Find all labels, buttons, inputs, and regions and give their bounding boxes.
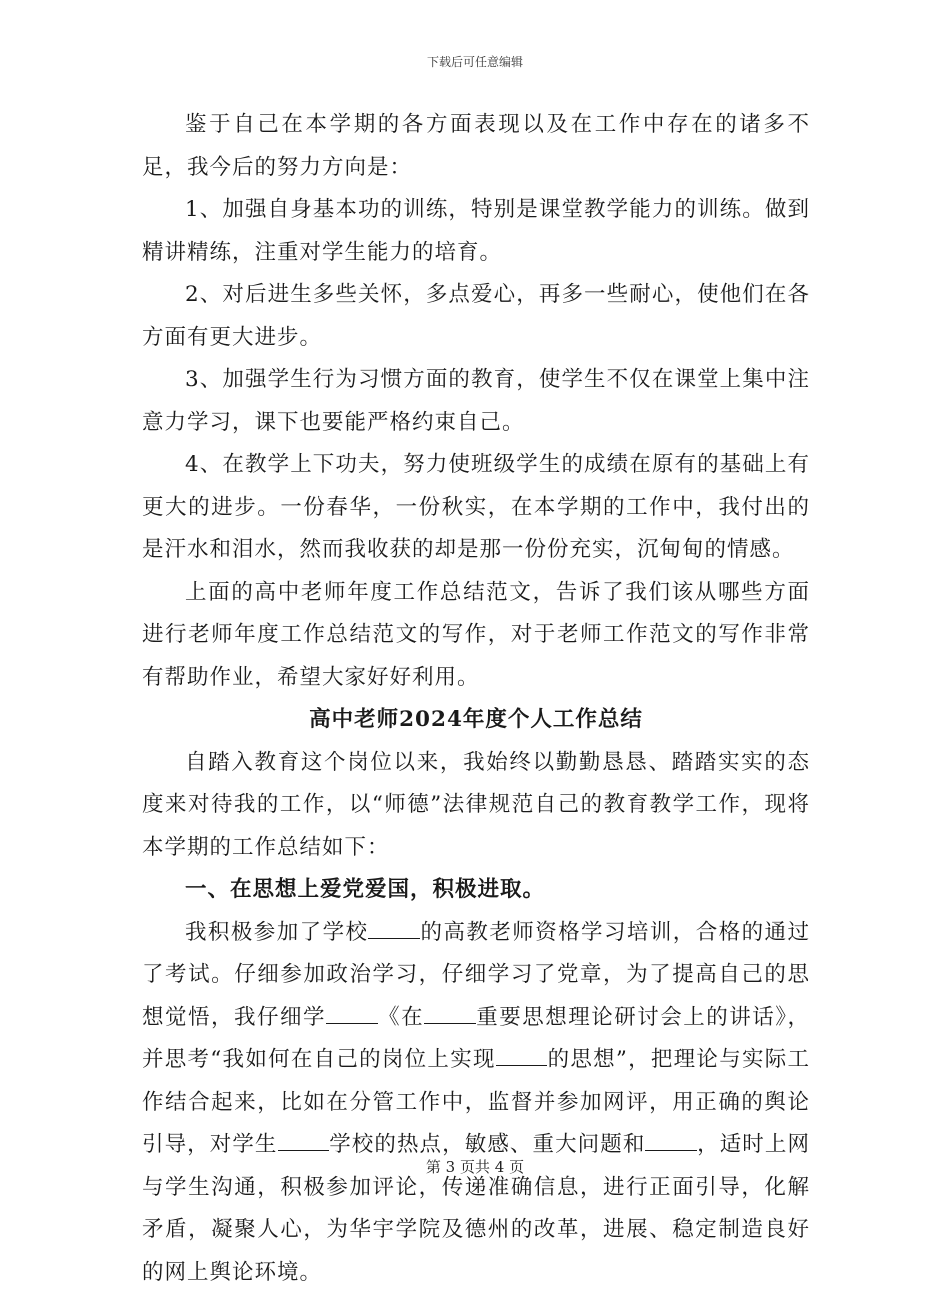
body-paragraph: 4、在教学上下功夫，努力使班级学生的成绩在原有的基础上有更大的进步。一份春华，一份秋实，在本学期的工作中，我付出的是汗水和泪水，然而我收获的却是那一份份充实，沉甸甸的情感。 [142, 444, 810, 572]
body-paragraph: 3、加强学生行为习惯方面的教育，使学生不仅在课堂上集中注意力学习，课下也要能严格约束自己。 [142, 359, 810, 444]
section-title: 高中老师2024年度个人工作总结 [142, 699, 810, 742]
fill-in-blank [278, 1131, 330, 1151]
fill-in-blank [368, 918, 420, 938]
page-header: 下载后可任意编辑 [0, 53, 950, 70]
body-paragraph: 上面的高中老师年度工作总结范文，告诉了我们该从哪些方面进行老师年度工作总结范文的写作，对于老师工作范文的写作非常有帮助作业，希望大家好好利用。 [142, 572, 810, 700]
fill-in-blank [645, 1131, 697, 1151]
body-paragraph: 1、加强自身基本功的训练，特别是课堂教学能力的训练。做到精讲精练，注重对学生能力的培育。 [142, 189, 810, 274]
body-paragraph: 2、对后进生多些关怀，多点爱心，再多一些耐心，使他们在各方面有更大进步。 [142, 274, 810, 359]
fill-in-blank [424, 1003, 476, 1023]
fill-in-blank [326, 1003, 378, 1023]
body-paragraph: 自踏入教育这个岗位以来，我始终以勤勤恳恳、踏踏实实的态度来对待我的工作，以“师德”法律规范自己的教育教学工作，现将本学期的工作总结如下： [142, 742, 810, 870]
body-paragraph: 鉴于自己在本学期的各方面表现以及在工作中存在的诸多不足，我今后的努力方向是： [142, 104, 810, 189]
page-number: 第 3 页共 4 页 [0, 1156, 950, 1177]
document-body [142, 104, 810, 1294]
fill-in-blank [496, 1046, 548, 1066]
body-paragraph: 我积极参加了学校 的高教老师资格学习培训，合格的通过了考试。仔细参加政治学习，仔细学习了党章，为了提高自己的思想觉悟，我仔细学 《在 重要思想理论研讨会上的讲话》，并思考“我如何在自己的岗位上实现 的思想”，把理论与实际工作结合起来，比如在分管工作中，监督并参加网评，用正确的舆论引导，对学生 学校的热点，敏感、重大问题和 ，适时上网与学生沟通，积极参加评论，传递准确信息，进行正面引导，化解矛盾，凝聚人心，为华宇学院及德州的改革，进展、稳定制造良好的网上舆论环境。 [142, 912, 810, 1294]
sub-heading: 一、在思想上爱党爱国，积极进取。 [142, 869, 810, 912]
